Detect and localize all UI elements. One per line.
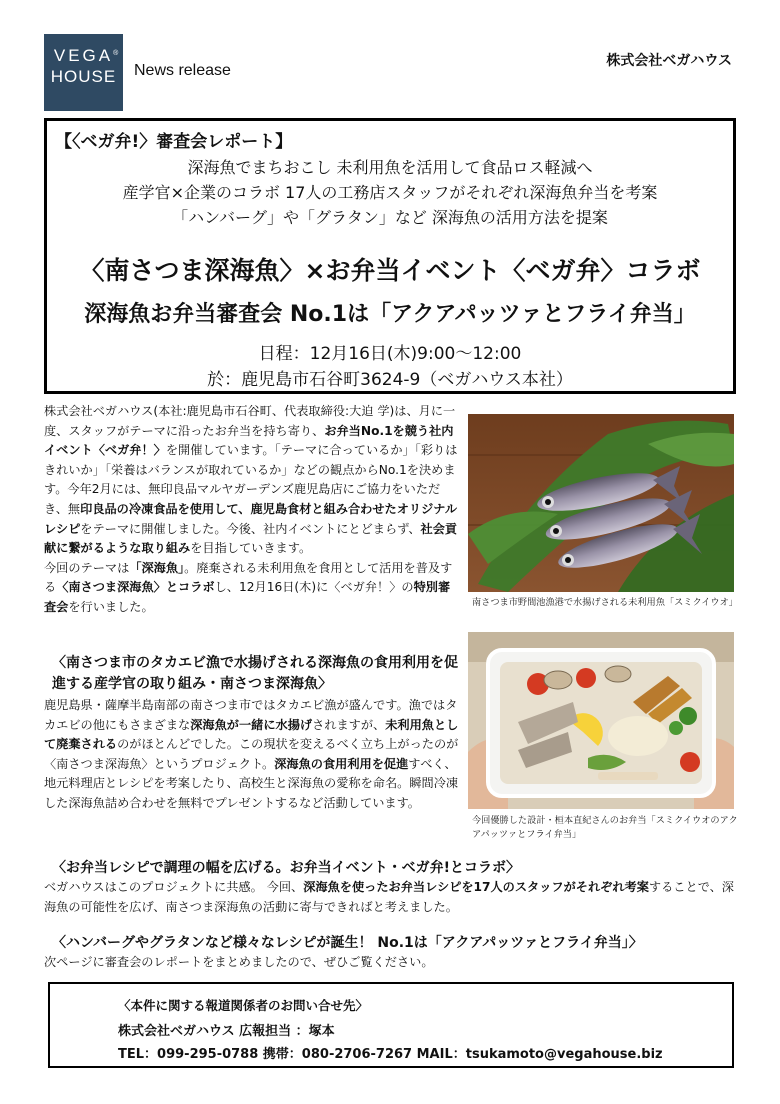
section1-paragraph [44, 696, 460, 814]
contact-org: 株式会社ベガハウス 広報担当 ：塚本 [118, 1024, 335, 1039]
bento-photo-caption: 今回優勝した設計・桓本直紀さんのお弁当「スミクイウオのアクアパッツァとフライ弁当」 [472, 815, 738, 840]
headline-title: 【〈ベガ弁!〉審査会レポート】 [55, 132, 293, 152]
logo-registered-mark: ® [113, 50, 122, 57]
intro-text: を目指していきます。 [190, 541, 312, 556]
contact-box [48, 982, 734, 1068]
intro-bold: 印良品の冷凍食品を使用して、鹿児島食材と組み合わせたオリジナルレシピ [44, 501, 458, 536]
section2-heading: 〈お弁当レシピで調理の幅を広げる。お弁当イベント・ベガ弁!とコラボ〉 [52, 860, 521, 876]
fish-photo [468, 414, 734, 592]
section3-heading: 〈ハンバーグやグラタンなど様々なレシピが誕生！ No.1は「アクアパッツァとフライ弁当」〉 [52, 935, 643, 951]
intro-bold: お弁当No.1を競う社内イベント〈ベガ弁！〉 [44, 423, 454, 458]
headline-sub1: 深海魚でまちおこし 未利用魚を活用して食品ロス軽減へ [187, 158, 593, 177]
section2-text: ベガハウスはこのプロジェクトに共感。 今回、 [44, 880, 304, 894]
section1-bold: 未利用魚として廃棄される [44, 717, 459, 752]
headline-main1: 〈南さつま深海魚〉×お弁当イベント〈ベガ弁〉コラボ [79, 256, 701, 285]
section1-text: 鹿児島県・薩摩半島南部の南さつま市ではタカエビ漁が盛んです。漁ではタカエビの他にもさまざまな [44, 698, 458, 732]
section2-bold: 深海魚を使ったお弁当レシピを17人のスタッフがそれぞれ考案 [303, 880, 649, 894]
section1-text: されますが、 [312, 717, 386, 732]
intro-bold: 社会貢献に繋がるような取り組み [44, 521, 458, 556]
section2-paragraph [44, 878, 734, 917]
intro-text: 。廃棄される未利用魚を食用として活用を普及する [44, 560, 453, 595]
section1-text: のがほとんどでした。この現状を変えるべく立ち上がったのが〈南さつま深海魚〉というプロジェクト。 [44, 737, 459, 771]
event-date: 日程：12月16日(木)9:00〜12:00 [258, 344, 522, 364]
event-venue: 於：鹿児島市石谷町3624-9（ベガハウス本社） [207, 370, 573, 390]
logo-line2: HOUSE [50, 67, 117, 86]
intro-text: をテーマに開催しました。今後、社内イベントにとどまらず、 [80, 521, 421, 536]
headline-main2: 深海魚お弁当審査会 No.1は「アクアパッツァとフライ弁当」 [84, 302, 696, 327]
intro-bold: 〈南さつま深海魚〉とコラボ [56, 580, 215, 595]
section3-paragraph: 次ページに審査会のレポートをまとめましたので、ぜひご覧ください。 [44, 955, 434, 969]
bento-photo [468, 632, 734, 809]
fish-photo-caption: 南さつま市野間池漁港で水揚げされる未利用魚「スミクイウオ」 [472, 597, 738, 608]
headline-sub2: 産学官×企業のコラボ 17人の工務店スタッフがそれぞれ深海魚弁当を考案 [122, 183, 658, 202]
intro-bold: 「深海魚」 [129, 560, 185, 575]
section1-heading: 〈南さつま市のタカエビ漁で水揚げされる深海魚の食用利用を促進する産学官の取り組み・南さつま深海魚〉 [52, 655, 458, 692]
contact-title: 〈本件に関する報道関係者のお問い合せ先〉 [118, 998, 369, 1013]
news-release-label: News release [134, 62, 231, 79]
section1-text: すべく、地元料理店とレシピを考案したり、高校生と深海魚の愛称を命名。瞬間冷凍した深海魚詰め合わせを無料でプレゼントするなど活動しています。 [44, 756, 459, 810]
intro-text: を行いました。 [68, 599, 154, 614]
contact-phones: TEL：099-295-0788 携帯：080-2706-7267 MAIL：tsukamoto@vegahouse.biz [118, 1047, 663, 1062]
fish-illustration [468, 414, 734, 592]
bento-illustration [468, 632, 734, 809]
section1-bold: 深海魚の食用利用を促進 [274, 756, 409, 771]
section1-bold: 深海魚が一緒に水揚げ [190, 717, 313, 732]
headline-box [44, 118, 736, 394]
vega-house-logo [44, 34, 123, 111]
intro-bold: 特別審査会 [44, 580, 451, 614]
intro-text: 今回のテーマは [44, 560, 130, 575]
intro-text: 株式会社ベガハウス(本社:鹿児島市石谷町、代表取締役:大迫 学)は、月に一度、スタッフがテーマに沿ったお弁当を持ち寄り、 [44, 404, 456, 438]
headline-sub3: 「ハンバーグ」や「グラタン」など 深海魚の活用方法を提案 [172, 208, 608, 227]
logo-line1: VEGA [53, 46, 114, 65]
intro-paragraph [44, 402, 460, 618]
intro-text: を開催しています。「テーマに合っているか」「彩りはきれいか」「栄養はバランスが取れているか」などの観点からNo.1を決めます。今年2月には、無印良品マルヤガーデンズ鹿児島店にご協力をいただき、無 [44, 443, 458, 516]
section2-text: することで、深海魚の可能性を広げ、南さつま深海魚の活動に寄与できればと考えました。 [44, 880, 734, 914]
intro-text: し、12月16日(木)に〈ベガ弁！〉の [214, 580, 414, 595]
company-name: 株式会社ベガハウス [606, 53, 732, 69]
